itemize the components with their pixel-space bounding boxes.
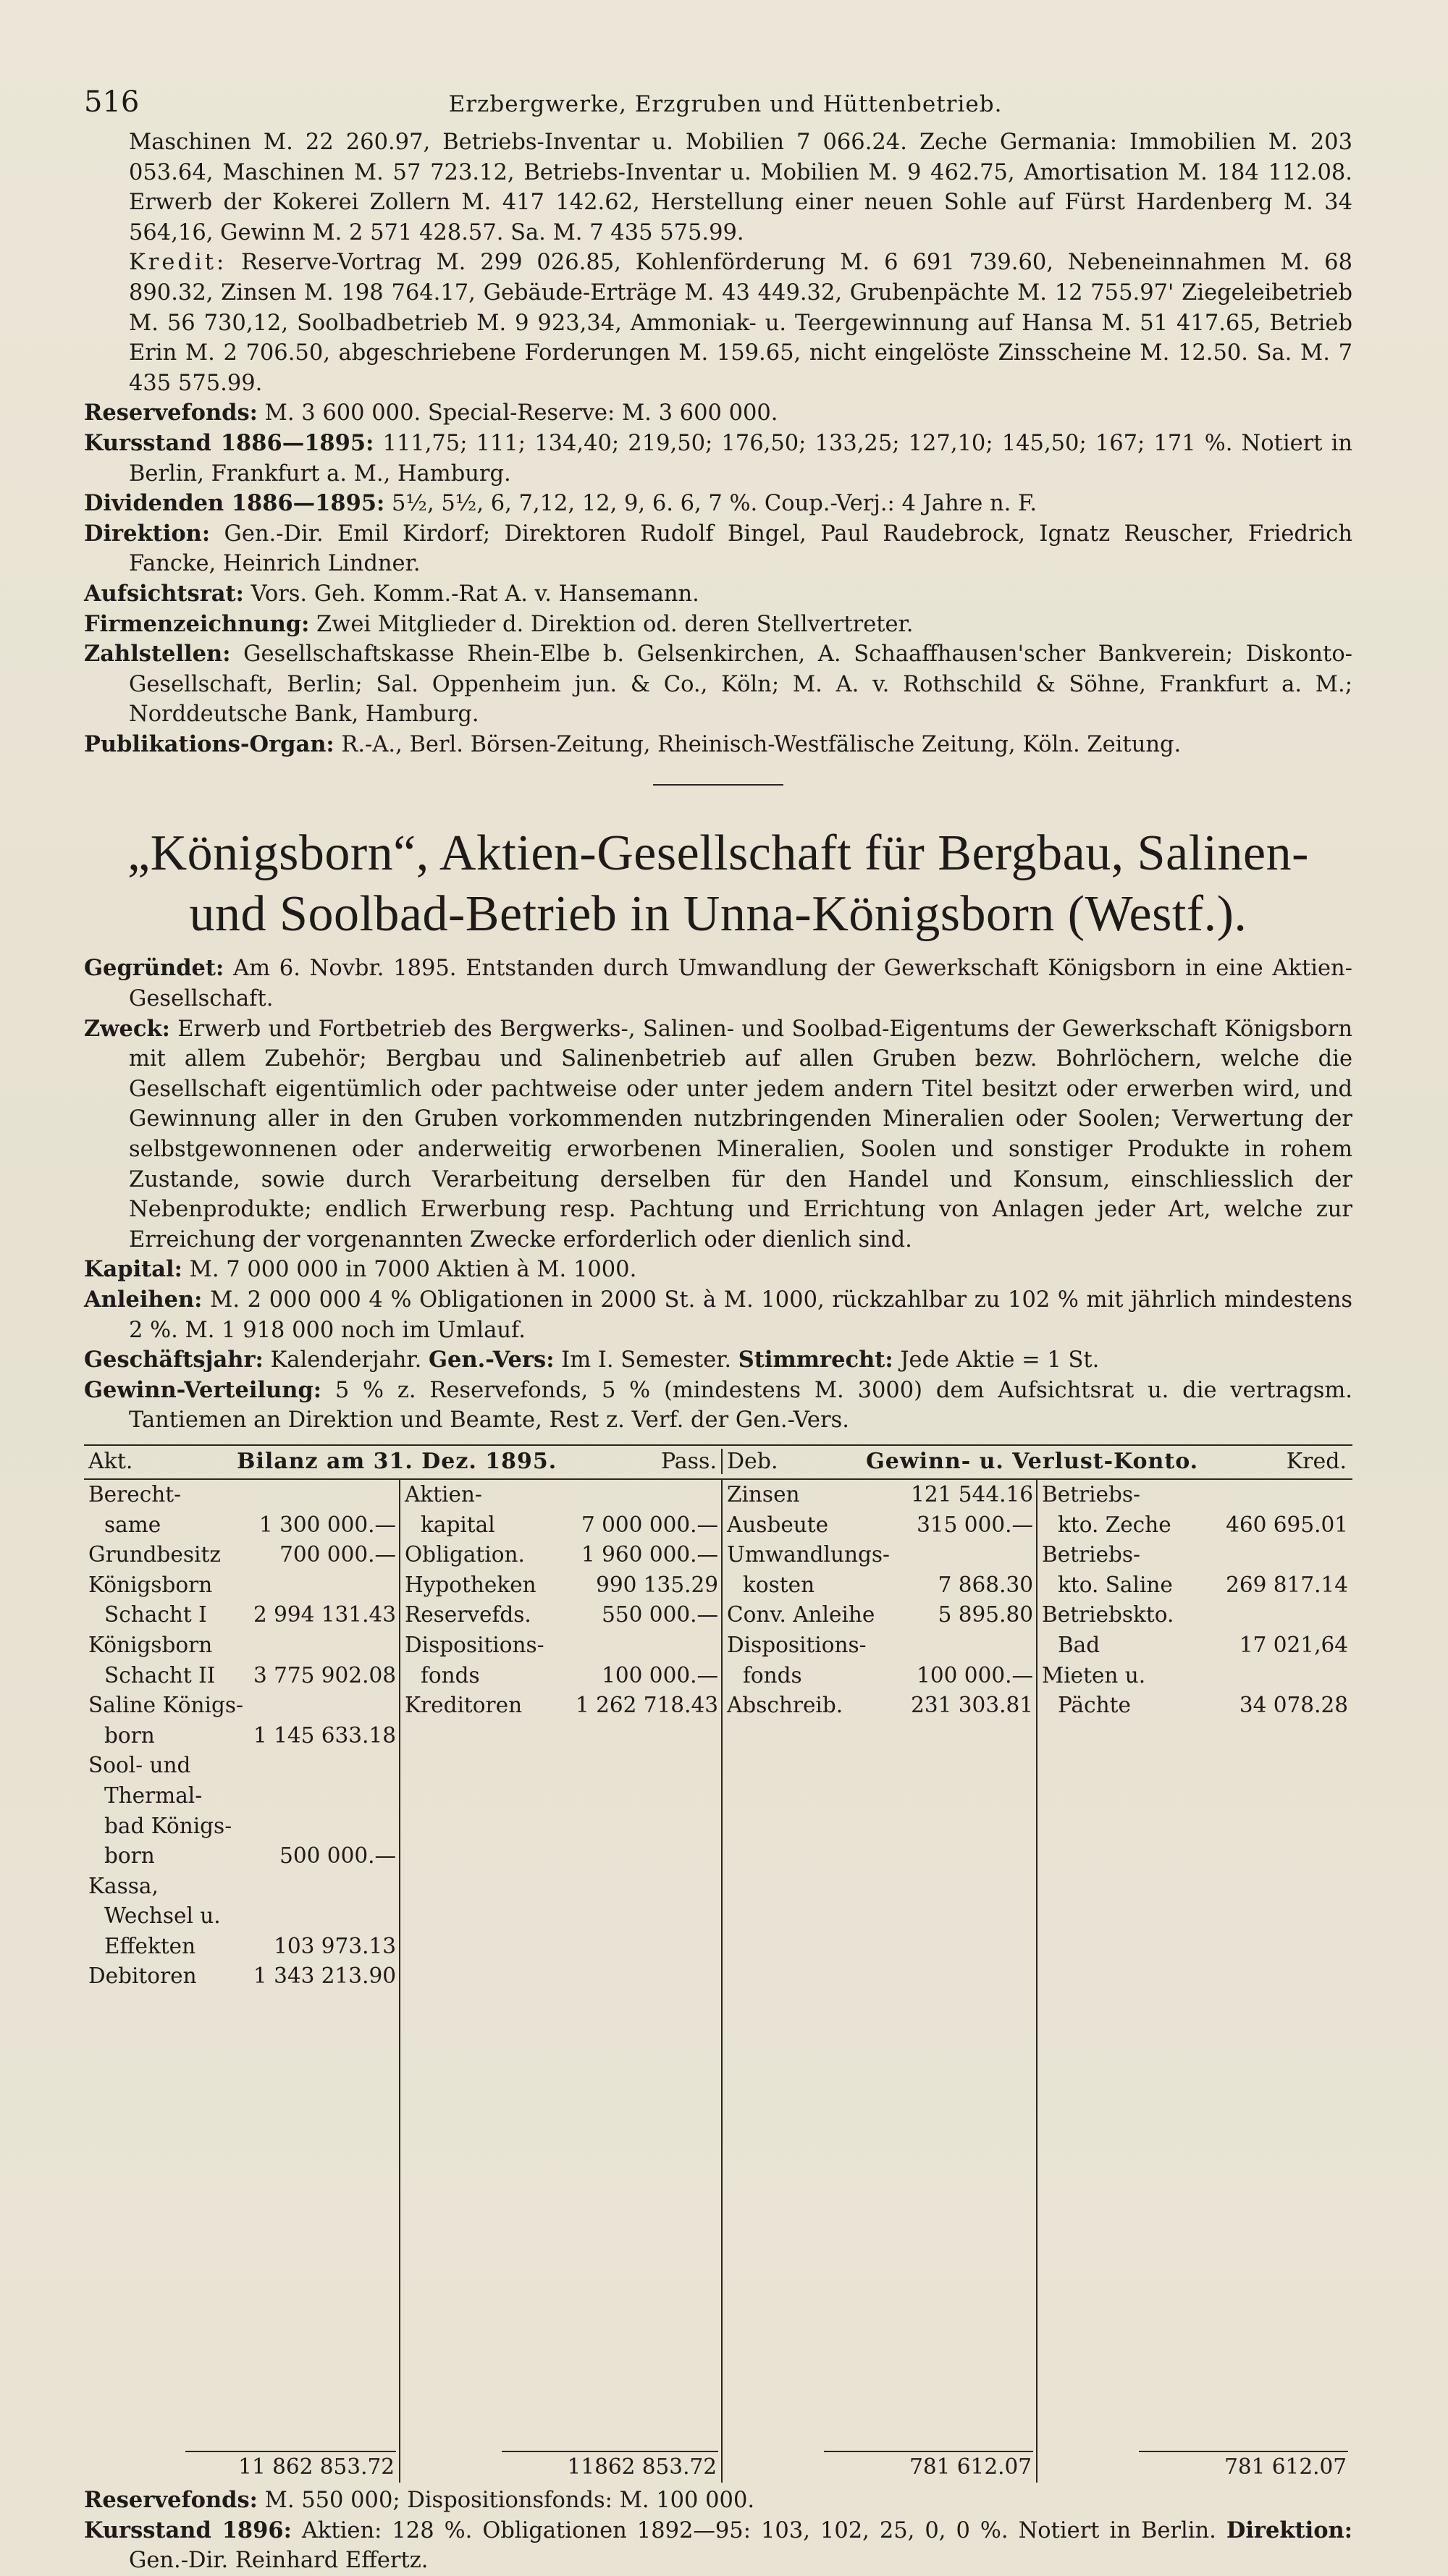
kredit-paragraph [84,248,1352,398]
account-amount: 231 303.81 [911,1693,1033,1718]
top-item: Kursstand 1886—1895: 111,75; 111; 134,40; 219,50; 176,50; 133,25; 127,10; 145,50; 167; 171 %. Notiert in Berlin, Frankfurt a. M., Hamburg. [84,429,1352,487]
account-row [88,1510,396,1541]
company-item: Gegründet: Am 6. Novbr. 1895. Entstanden durch Umwandlung der Gewerkschaft Königsborn in eine Aktien-Gesellschaft. [84,955,1352,1012]
account-row [405,1480,718,1510]
column-total [1037,2451,1348,2483]
company-item: Gewinn-Verteilung: 5 % z. Reservefonds, 5 % (mindestens M. 3000) dem Aufsichtsrat u. die vertragsm. Tantiemen an Direktion und Beamte, Rest z. Verf. der Gen.-Vers. [84,1376,1352,1434]
footer-item: Kursstand 1896: Aktien: 128 %. Obligationen 1892—95: 103, 102, 25, 0, 0 %. Notiert in Berlin. Direktion: Gen.-Dir. Reinhard Effertz. [84,2517,1352,2574]
company-item: Kapital: M. 7 000 000 in 7000 Aktien à M. 1000. [84,1256,637,1283]
account-amount: 1 343 213.90 [253,1963,396,1989]
account-label: kto. Saline [1058,1572,1173,1597]
top-item: Dividenden 1886—1895: 5½, 5½, 6, 7,12, 12, 9, 6. 6, 7 %. Coup.-Verj.: 4 Jahre n. F. [84,490,1037,517]
column-total [723,2451,1033,2483]
account-label: Betriebskto. [1042,1602,1174,1628]
top-item: Publikations-Organ: R.-A., Berl. Börsen-Zeitung, Rheinisch-Westfälische Zeitung, Köln. Zeitung. [84,731,1182,757]
bilanz-title: Bilanz am 31. Dez. 1895. [237,1448,557,1474]
account-amount: 5 895.80 [938,1602,1033,1628]
kredit-text: Reserve-Vortrag M. 299 026.85, Kohlenförderung M. 6 691 739.60, Nebeneinnahmen M. 68 890.32, Zinsen M. 198 764.17, Gebäude-Erträge M. 43 449.32, Grubenpächte M. 12 755.97' Ziegeleibetrieb M. 56 730,12, Soolbadbetrieb M. 9 923,34, Ammoniak- u. Teergewinnung auf Hansa M. 51 417.65, Betrieb Erin M. 2 706.50, abgeschriebene Forderungen M. 159.65, nicht eingelöste Zinsscheine M. 12.50. Sa. M. 7 435 575.99. [129,250,1352,396]
account-row [1042,1600,1348,1630]
account-label: Wechsel u. [104,1903,221,1929]
account-label: Conv. Anleihe [727,1602,875,1628]
account-label: same [104,1512,161,1537]
account-label: Dispositions- [405,1632,544,1657]
account-amount: 121 544.16 [911,1481,1033,1507]
account-label: Reservefds. [405,1602,531,1628]
account-label: kapital [421,1512,495,1537]
account-row [1042,1630,1348,1661]
company-item: Zweck: Erwerb und Fortbetrieb des Bergwerks-, Salinen- und Soolbad-Eigentums der Gewerkschaft Königsborn mit allem Zubehör; Bergbau und Salinenbetrieb auf allen Gruben bezw. Bohrlöchern, welche die Gesellschaft eigentümlich oder pachtweise oder unter jedem andern Titel besitzt oder erwerben wird, und Gewinnung aller in den Gruben vorkommenden nutzbringenden Mineralien oder Soolen; Verwertung der selbstgewonnenen oder anderweitig erworbenen Mineralien, Soolen und sonstiger Produkte in rohem Zustande, sowie durch Verarbeitung derselben für den Handel und Konsum, einschliesslich der Nebenprodukte; endlich Erwerbung resp. Pachtung und Errichtung von Anlagen jeder Art, welche zur Erreichung der vorgenannten Zwecke erforderlich oder dienlich sind. [84,1015,1352,1253]
account-amount: 269 817.14 [1226,1572,1348,1597]
running-title: Erzbergwerke, Erzgruben und Hüttenbetrieb. [448,91,1003,117]
top-item: Firmenzeichnung: Zwei Mitglieder d. Direktion od. deren Stellvertreter. [84,610,914,637]
account-amount: 1 960 000.— [581,1542,718,1567]
account-row [405,1691,718,1721]
account-label: fonds [743,1662,802,1688]
account-row [88,1961,396,1992]
account-label: Grundbesitz [88,1542,221,1567]
bilanz-header [84,1444,1352,1480]
account-amount: 315 000.— [917,1512,1033,1537]
account-label: born [104,1843,155,1869]
account-row [405,1540,718,1570]
total-amount: 11862 853.72 [567,2454,717,2480]
account-row [1042,1691,1348,1721]
account-amount: 990 135.29 [596,1572,718,1597]
running-head [84,85,1352,127]
account-label: Umwandlungs- [727,1542,890,1567]
footer-item: Reservefonds: M. 550 000; Dispositionsfonds: M. 100 000. [84,2486,755,2513]
account-row [405,1600,718,1630]
account-row [405,1570,718,1601]
account-label: Mieten u. [1042,1662,1146,1688]
account-row [88,1691,396,1721]
account-label: Schacht II [104,1662,216,1688]
column-total [400,2451,718,2483]
account-label: bad Königs- [104,1813,232,1838]
account-label: kto. Zeche [1058,1512,1171,1537]
account-amount: 100 000.— [917,1662,1033,1688]
account-row [88,1480,396,1510]
top-items [84,398,1352,759]
top-item: Zahlstellen: Gesellschaftskasse Rhein-Elbe b. Gelsenkirchen, A. Schaaffhausen'scher Bankverein; Diskonto-Gesellschaft, Berlin; Sal. Oppenheim jun. & Co., Köln; M. A. v. Rothschild & Söhne, Frankfurt a. M.; Norddeutsche Bank, Hamburg. [84,641,1352,728]
account-label: Hypotheken [405,1572,536,1597]
account-label: Thermal- [104,1782,203,1808]
bilanz-table [84,1480,1352,2483]
account-amount: 500 000.— [279,1843,396,1869]
account-amount: 34 078.28 [1239,1693,1348,1718]
account-row [727,1661,1033,1691]
aktiva-column [84,1480,399,2483]
account-amount: 1 300 000.— [258,1512,396,1537]
total-amount: 781 612.07 [909,2454,1032,2480]
account-label: Sool- und [88,1753,191,1778]
account-amount: 3 775 902.08 [253,1662,396,1688]
pass-label: Pass. [660,1448,717,1474]
account-row [405,1630,718,1661]
deb-label: Deb. [727,1448,778,1474]
account-row [88,1901,396,1932]
account-label: Königsborn [88,1572,213,1597]
account-label: Saline Königs- [88,1693,243,1718]
account-row [727,1630,1033,1661]
account-row [405,1661,718,1691]
account-label: Aktien- [405,1481,482,1507]
account-label: Königsborn [88,1632,213,1657]
account-label: Zinsen [727,1481,800,1507]
top-item: Reservefonds: M. 3 600 000. Special-Reserve: M. 3 600 000. [84,400,778,426]
company-title: „Königsborn“, Aktien-Gesellschaft für Bergbau, Salinen- und Soolbad-Betrieb in Unna-Königsborn (Westf.). [127,825,1309,943]
account-row [88,1661,396,1691]
account-label: Betriebs- [1042,1542,1140,1567]
account-label: Obligation. [405,1542,525,1567]
account-row [88,1570,396,1601]
account-row [1042,1661,1348,1691]
account-label: Debitoren [88,1963,197,1989]
account-row [88,1540,396,1570]
account-row [727,1540,1033,1570]
company-item: Anleihen: M. 2 000 000 4 % Obligationen in 2000 St. à M. 1000, rückzahlbar zu 102 % mit jährlich mindestens 2 %. M. 1 918 000 noch im Umlauf. [84,1287,1352,1343]
account-label: Effekten [104,1933,196,1958]
account-label: Pächte [1058,1693,1131,1718]
footer-block [84,2485,1352,2576]
account-amount: 1 145 633.18 [253,1722,396,1748]
account-amount: 550 000.— [602,1602,718,1628]
bilanz-header-left [84,1449,721,1474]
gv-title: Gewinn- u. Verlust-Konto. [866,1448,1199,1474]
account-row [88,1811,396,1842]
account-amount: 100 000.— [602,1662,718,1688]
account-row [88,1630,396,1661]
top-item: Direktion: Gen.-Dir. Emil Kirdorf; Direktoren Rudolf Bingel, Paul Raudebrock, Ignatz Reuscher, Friedrich Fancke, Heinrich Lindner. [84,520,1352,577]
account-row [88,1751,396,1781]
account-row [1042,1540,1348,1570]
total-amount: 781 612.07 [1224,2454,1347,2480]
page-number: 516 [84,85,140,119]
top-item: Aufsichtsrat: Vors. Geh. Komm.-Rat A. v. Hansemann. [84,580,699,607]
bilanz-header-right [721,1449,1351,1474]
passiva-column [399,1480,721,2483]
account-label: Kreditoren [405,1693,523,1718]
account-label: fonds [421,1662,480,1688]
account-row [1042,1510,1348,1541]
account-label: born [104,1722,155,1748]
account-label: Bad [1058,1632,1100,1657]
account-amount: 103 973.13 [274,1933,396,1958]
account-row [405,1510,718,1541]
account-row [727,1691,1033,1721]
company-item: Geschäftsjahr: Kalenderjahr. Gen.-Vers: Im I. Semester. Stimmrecht: Jede Aktie = 1 St. [84,1347,1100,1373]
kredit-label: Kredit: [129,250,227,276]
account-amount: 1 262 718.43 [575,1693,718,1718]
account-label: Betriebs- [1042,1481,1140,1507]
account-row [727,1570,1033,1601]
account-row [727,1480,1033,1510]
account-row [88,1721,396,1751]
account-amount: 460 695.01 [1226,1512,1348,1537]
account-row [727,1510,1033,1541]
account-row [1042,1570,1348,1601]
column-total [84,2451,396,2483]
account-label: Schacht I [104,1602,207,1628]
account-label: Dispositions- [727,1632,867,1657]
account-row [88,1872,396,1902]
account-label: Ausbeute [727,1512,829,1537]
account-label: kosten [743,1572,815,1597]
continued-paragraph: Maschinen M. 22 260.97, Betriebs-Inventar u. Mobilien 7 066.24. Zeche Germania: Immobilien M. 203 053.64, Maschinen M. 57 723.12, Betriebs-Inventar u. Mobilien M. 9 462.75, Amortisation M. 184 112.08. Erwerb der Kokerei Zollern M. 417 142.62, Herstellung einer neuen Sohle auf Fürst Hardenberg M. 34 564,16, Gewinn M. 2 571 428.57. Sa. M. 7 435 575.99. [129,130,1352,245]
account-amount: 7 000 000.— [581,1512,718,1537]
company-items [84,954,1352,1436]
account-row [88,1932,396,1962]
account-label: Abschreib. [727,1693,843,1718]
account-label: Kassa, [88,1873,159,1898]
account-row [88,1841,396,1872]
account-label: Berecht- [88,1481,182,1507]
akt-label: Akt. [88,1448,133,1474]
account-amount: 2 994 131.43 [253,1602,396,1628]
debet-column [721,1480,1036,2483]
account-row [88,1781,396,1811]
account-amount: 7 868.30 [938,1572,1033,1597]
account-amount: 17 021,64 [1239,1632,1348,1657]
account-amount: 700 000.— [279,1542,396,1567]
section-divider [653,784,783,786]
kred-label: Kred. [1286,1448,1347,1474]
kredit-column [1036,1480,1351,2483]
account-row [727,1600,1033,1630]
account-row [88,1600,396,1630]
account-row [1042,1480,1348,1510]
total-amount: 11 862 853.72 [238,2454,395,2480]
